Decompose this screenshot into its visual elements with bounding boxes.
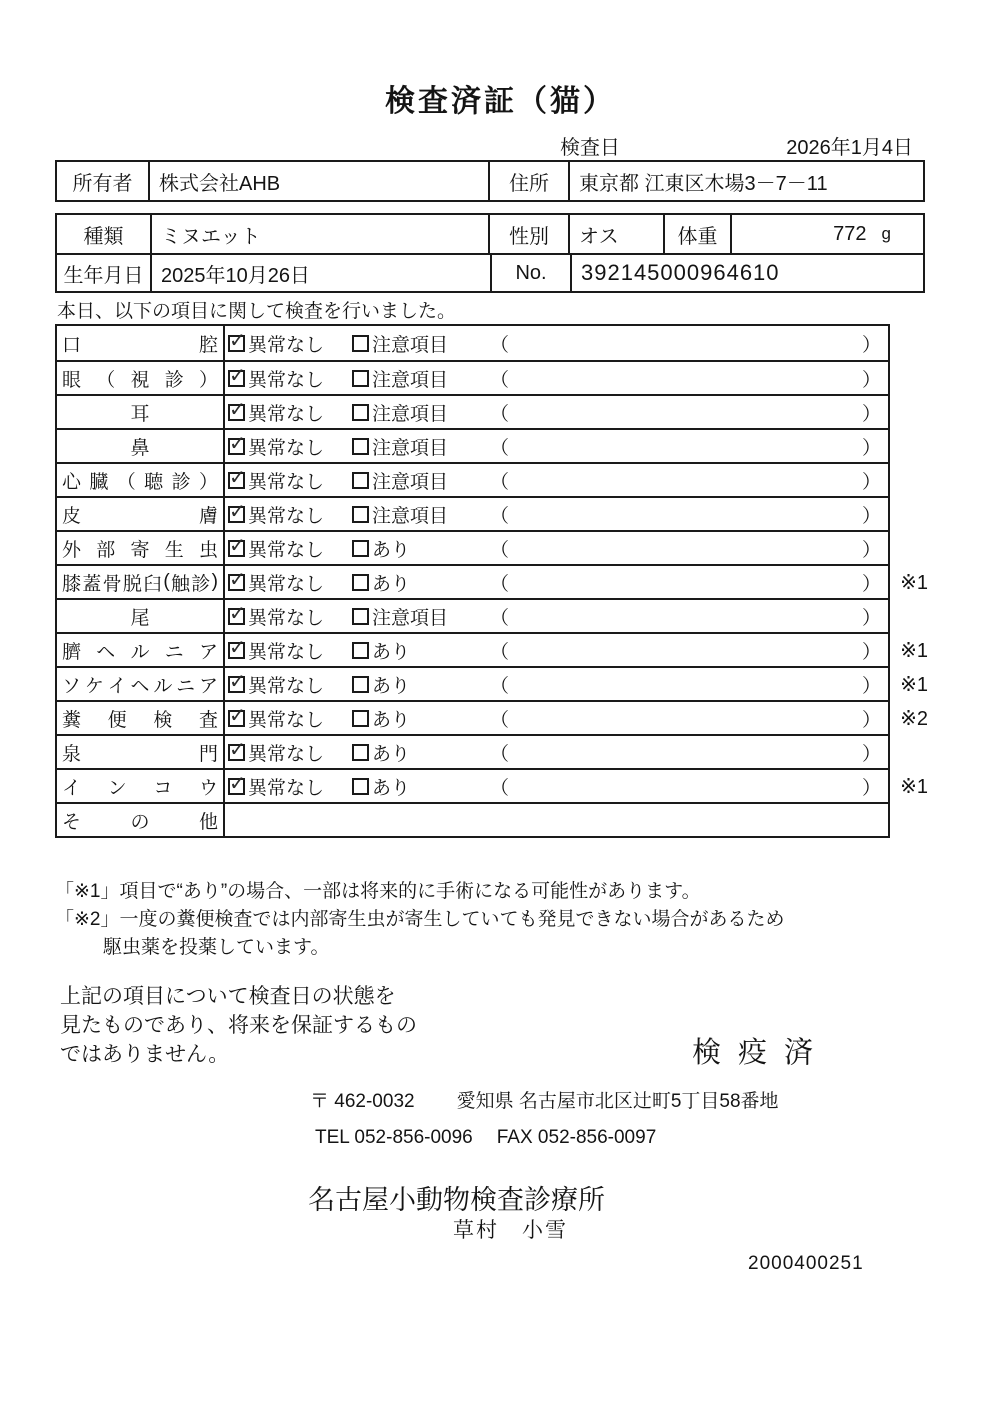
- row-label: 皮 膚: [57, 498, 225, 530]
- no-abnormality-option: [228, 773, 352, 800]
- caution-option: [352, 637, 490, 664]
- inspection-row: [57, 700, 928, 734]
- paren-open: （: [490, 539, 510, 561]
- clinic-address-line: [310, 1086, 779, 1113]
- ok-label: 異常なし: [248, 334, 325, 356]
- animal-table: [55, 213, 925, 293]
- ok-checkbox: [228, 506, 245, 523]
- alt-checkbox: [352, 335, 369, 352]
- alt-label: 注意項目: [372, 607, 449, 629]
- paren-close: ）: [861, 369, 881, 391]
- remarks-field: [490, 365, 888, 392]
- inspection-row: [57, 394, 888, 428]
- remarks-field: [490, 773, 888, 800]
- row-label: 臍 ヘ ル ニ ア: [57, 634, 225, 666]
- ok-checkbox: [228, 676, 245, 693]
- postal-code: 〒 462-0032: [310, 1091, 415, 1112]
- paren-open: （: [490, 607, 510, 629]
- inspection-row: [57, 598, 888, 632]
- row-body: [225, 804, 888, 836]
- inspection-row: [57, 632, 928, 666]
- row-mark: ※1: [900, 776, 928, 798]
- row-body: [225, 326, 888, 360]
- caution-option: [352, 501, 490, 528]
- caution-option: [352, 365, 490, 392]
- row-label: イ ン コ ウ: [57, 770, 225, 802]
- row-mark: ※1: [900, 674, 928, 696]
- remarks-field: [490, 535, 888, 562]
- ok-checkbox: [228, 574, 245, 591]
- weight-label: 体重: [665, 215, 732, 253]
- remarks-field: [490, 433, 888, 460]
- owner-table: [55, 160, 925, 202]
- footnotes: [55, 878, 785, 962]
- alt-checkbox: [352, 778, 369, 795]
- no-abnormality-option: [228, 739, 352, 766]
- row-body: [225, 770, 888, 802]
- no-value: 392145000964610: [581, 260, 780, 285]
- inspection-row: [57, 734, 888, 768]
- ok-label: 異常なし: [248, 505, 325, 527]
- paren-close: ）: [861, 777, 881, 799]
- alt-label: 注意項目: [372, 369, 449, 391]
- alt-label: あり: [372, 573, 411, 595]
- row-body: [225, 702, 888, 734]
- caution-option: [352, 399, 490, 426]
- alt-label: あり: [372, 743, 411, 765]
- remarks-field: [490, 467, 888, 494]
- remarks-field: [490, 705, 888, 732]
- paren-open: （: [490, 675, 510, 697]
- paren-close: ）: [861, 743, 881, 765]
- caution-option: [352, 773, 490, 800]
- caution-option: [352, 603, 490, 630]
- breed-label: 種類: [57, 215, 152, 253]
- paren-open: （: [490, 777, 510, 799]
- inspection-row: [57, 768, 928, 802]
- no-abnormality-option: [228, 467, 352, 494]
- caution-option: [352, 705, 490, 732]
- animal-row-1: [57, 215, 923, 253]
- inspection-row: [57, 326, 888, 360]
- ok-label: 異常なし: [248, 471, 325, 493]
- ok-label: 異常なし: [248, 437, 325, 459]
- caution-option: [352, 467, 490, 494]
- alt-checkbox: [352, 472, 369, 489]
- alt-checkbox: [352, 370, 369, 387]
- ok-label: 異常なし: [248, 675, 325, 697]
- remarks-field: [490, 399, 888, 426]
- clinic-address: 愛知県 名古屋市北区辻町5丁目58番地: [456, 1091, 779, 1112]
- row-label: そ の 他: [57, 804, 225, 836]
- sex-label: 性別: [490, 215, 570, 253]
- clinic-contact-line: [315, 1127, 656, 1149]
- alt-checkbox: [352, 574, 369, 591]
- alt-label: 注意項目: [372, 403, 449, 425]
- alt-label: あり: [372, 777, 411, 799]
- ok-checkbox: [228, 642, 245, 659]
- alt-label: 注意項目: [372, 505, 449, 527]
- inspection-row: [57, 530, 888, 564]
- row-label: 泉 門: [57, 736, 225, 768]
- paren-close: ）: [861, 334, 881, 356]
- clinic-tel: TEL 052-856-0096: [315, 1127, 473, 1148]
- caution-option: [352, 671, 490, 698]
- ok-checkbox: [228, 778, 245, 795]
- row-label: 口 腔: [57, 326, 225, 360]
- alt-label: あり: [372, 709, 411, 731]
- clinic-fax: FAX 052-856-0097: [496, 1127, 657, 1148]
- quarantine-stamp: 検疫済: [692, 1037, 831, 1069]
- owner-row: [57, 162, 923, 200]
- row-mark: ※2: [900, 708, 928, 730]
- ok-checkbox: [228, 710, 245, 727]
- no-abnormality-option: [228, 535, 352, 562]
- ok-checkbox: [228, 438, 245, 455]
- weight-unit: g: [881, 224, 891, 243]
- paren-open: （: [490, 471, 510, 493]
- inspection-row: [57, 802, 888, 836]
- row-body: [225, 430, 888, 462]
- owner-value: 株式会社AHB: [150, 162, 490, 200]
- footnote-2-continued: 駆虫薬を投薬しています。: [103, 937, 330, 958]
- weight-value-cell: [732, 215, 923, 253]
- remarks-field: [490, 603, 888, 630]
- row-label: 鼻: [57, 430, 225, 462]
- remarks-field: [490, 739, 888, 766]
- remarks-field: [490, 330, 888, 357]
- row-label: 膝 蓋 骨 脱 臼 ( 触 診 ): [57, 566, 225, 598]
- paren-open: （: [490, 641, 510, 663]
- paren-close: ）: [861, 573, 881, 595]
- ok-label: 異常なし: [248, 777, 325, 799]
- inspection-row: [57, 360, 888, 394]
- ok-label: 異常なし: [248, 743, 325, 765]
- paren-close: ）: [861, 675, 881, 697]
- clinic-name: 名古屋小動物検査診療所: [308, 1185, 605, 1215]
- no-abnormality-option: [228, 330, 352, 357]
- row-label: 眼 （ 視 診 ）: [57, 362, 225, 394]
- animal-row-2: [57, 253, 923, 291]
- paren-close: ）: [861, 403, 881, 425]
- intro-text: 本日、以下の項目に関して検査を行いました。: [57, 301, 457, 322]
- row-body: [225, 600, 888, 632]
- paren-open: （: [490, 573, 510, 595]
- paren-open: （: [490, 403, 510, 425]
- no-abnormality-option: [228, 433, 352, 460]
- inspection-row: [57, 666, 928, 700]
- row-label: 糞 便 検 査: [57, 702, 225, 734]
- row-label: 尾: [57, 600, 225, 632]
- remarks-field: [490, 637, 888, 664]
- ok-checkbox: [228, 335, 245, 352]
- alt-label: 注意項目: [372, 471, 449, 493]
- no-abnormality-option: [228, 501, 352, 528]
- inspection-table: [55, 324, 928, 838]
- owner-label: 所有者: [57, 162, 150, 200]
- paren-close: ）: [861, 437, 881, 459]
- ok-label: 異常なし: [248, 403, 325, 425]
- inspection-row: [57, 428, 888, 462]
- alt-checkbox: [352, 540, 369, 557]
- address-value: 東京都 江東区木場3－7－11: [579, 172, 828, 195]
- ok-checkbox: [228, 404, 245, 421]
- alt-checkbox: [352, 608, 369, 625]
- paren-close: ）: [861, 709, 881, 731]
- paren-open: （: [490, 709, 510, 731]
- alt-checkbox: [352, 404, 369, 421]
- alt-label: あり: [372, 641, 411, 663]
- row-label: ソ ケ イ ヘ ル ニ ア: [57, 668, 225, 700]
- examiner-name: 草村 小雪: [453, 1219, 568, 1242]
- row-label: 外 部 寄 生 虫: [57, 532, 225, 564]
- caution-option: [352, 569, 490, 596]
- no-label: No.: [492, 255, 572, 291]
- ok-checkbox: [228, 472, 245, 489]
- no-abnormality-option: [228, 603, 352, 630]
- sex-value: オス: [570, 215, 665, 253]
- footnote-1: 「※1」項目で“あり”の場合、一部は将来的に手術になる可能性があります。: [55, 881, 701, 902]
- disclaimer-text: [60, 982, 417, 1069]
- row-label: 心 臓 （ 聴 診 ）: [57, 464, 225, 496]
- disclaimer-line-1: 上記の項目について検査日の状態を: [60, 985, 396, 1008]
- inspection-row: [57, 564, 928, 598]
- row-body: [225, 498, 888, 530]
- ok-label: 異常なし: [248, 539, 325, 561]
- row-label: 耳: [57, 396, 225, 428]
- ok-label: 異常なし: [248, 369, 325, 391]
- row-body: [225, 532, 888, 564]
- no-abnormality-option: [228, 637, 352, 664]
- paren-close: ）: [861, 505, 881, 527]
- ok-label: 異常なし: [248, 573, 325, 595]
- row-mark: ※1: [900, 640, 928, 662]
- paren-close: ）: [861, 539, 881, 561]
- row-mark: ※1: [900, 572, 928, 594]
- paren-open: （: [490, 369, 510, 391]
- alt-checkbox: [352, 744, 369, 761]
- weight-value: 772: [833, 222, 867, 245]
- paren-open: （: [490, 437, 510, 459]
- alt-label: 注意項目: [372, 334, 449, 356]
- inspection-row: [57, 496, 888, 530]
- alt-checkbox: [352, 676, 369, 693]
- row-body: [225, 634, 888, 666]
- birth-label: 生年月日: [57, 255, 152, 291]
- no-abnormality-option: [228, 671, 352, 698]
- alt-checkbox: [352, 642, 369, 659]
- row-body: [225, 464, 888, 496]
- alt-label: あり: [372, 539, 411, 561]
- paren-open: （: [490, 505, 510, 527]
- no-abnormality-option: [228, 569, 352, 596]
- paren-close: ）: [861, 607, 881, 629]
- row-body: [225, 566, 888, 598]
- paren-close: ）: [861, 641, 881, 663]
- inspection-row: [57, 462, 888, 496]
- row-body: [225, 396, 888, 428]
- remarks-field: [490, 569, 888, 596]
- document-title: 検査済証（猫）: [385, 85, 616, 118]
- no-abnormality-option: [228, 399, 352, 426]
- caution-option: [352, 330, 490, 357]
- ok-checkbox: [228, 608, 245, 625]
- paren-close: ）: [861, 471, 881, 493]
- caution-option: [352, 739, 490, 766]
- no-abnormality-option: [228, 705, 352, 732]
- breed-value: ミヌエット: [152, 215, 490, 253]
- inspection-date-value: 2026年1月4日: [786, 137, 913, 159]
- ok-checkbox: [228, 744, 245, 761]
- ok-label: 異常なし: [248, 607, 325, 629]
- no-abnormality-option: [228, 365, 352, 392]
- disclaimer-line-3: ではありません。: [60, 1043, 230, 1066]
- caution-option: [352, 535, 490, 562]
- serial-number: 2000400251: [748, 1253, 864, 1274]
- row-body: [225, 362, 888, 394]
- row-body: [225, 668, 888, 700]
- address-label: 住所: [490, 162, 570, 200]
- alt-label: 注意項目: [372, 437, 449, 459]
- birth-value: 2025年10月26日: [152, 255, 492, 291]
- ok-label: 異常なし: [248, 641, 325, 663]
- ok-checkbox: [228, 540, 245, 557]
- footnote-2: 「※2」一度の糞便検査では内部寄生虫が寄生していても発見できない場合があるため: [55, 909, 785, 930]
- inspection-date-label: 検査日: [560, 137, 620, 159]
- row-body: [225, 736, 888, 768]
- alt-checkbox: [352, 710, 369, 727]
- remarks-field: [490, 671, 888, 698]
- paren-open: （: [490, 334, 510, 356]
- alt-checkbox: [352, 506, 369, 523]
- ok-checkbox: [228, 370, 245, 387]
- disclaimer-line-2: 見たものであり、将来を保証するもの: [60, 1014, 417, 1037]
- ok-label: 異常なし: [248, 709, 325, 731]
- paren-open: （: [490, 743, 510, 765]
- alt-checkbox: [352, 438, 369, 455]
- remarks-field: [490, 501, 888, 528]
- alt-label: あり: [372, 675, 411, 697]
- inspection-date-row: [55, 131, 921, 160]
- caution-option: [352, 433, 490, 460]
